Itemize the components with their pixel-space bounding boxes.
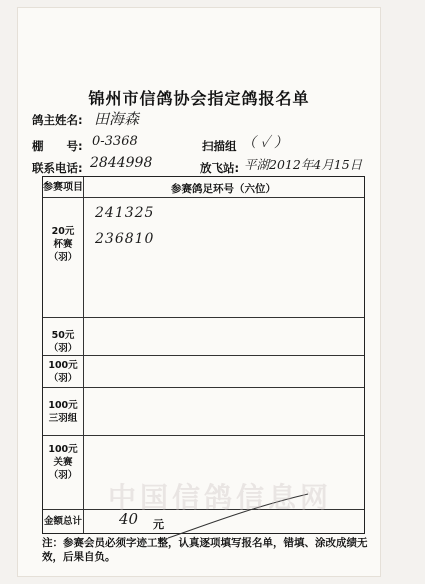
total-label: 金额总计: [43, 516, 82, 527]
ring-number: 241325: [95, 205, 155, 221]
shed-label: 棚 号:: [32, 139, 83, 153]
row-label-100: 100元 （羽）: [48, 360, 78, 384]
row-divider: [43, 435, 364, 436]
scan-group-label: 扫描组: [202, 139, 237, 153]
owner-label: 鸽主姓名:: [32, 113, 83, 127]
scan-group-value: （ ✓ ）: [242, 135, 288, 151]
row-label-20-cup: 20元 杯赛 （羽）: [48, 226, 78, 263]
phone-label: 联系电话:: [32, 161, 83, 175]
row-label-100-final: 100元 关赛 （羽）: [48, 444, 78, 481]
row-label-50: 50元 （羽）: [48, 330, 78, 354]
ring-number: 236810: [95, 231, 155, 247]
header-ring-numbers: 参赛鸽足环号（六位）: [171, 183, 276, 195]
registration-sheet: [18, 8, 380, 576]
total-unit: 元: [153, 518, 164, 531]
row-divider: [43, 197, 364, 198]
row-divider: [43, 387, 364, 388]
owner-value: 田海森: [94, 110, 140, 128]
release-station-label: 放飞站:: [200, 161, 240, 175]
phone-value: 2844998: [90, 155, 153, 171]
row-divider: [43, 355, 364, 356]
row-divider: [43, 317, 364, 318]
header-event: 参赛项目: [43, 182, 83, 193]
shed-value: 0-3368: [92, 134, 138, 149]
form-title: 锦州市信鸽协会指定鸽报名单: [88, 89, 310, 108]
row-label-100-trio: 100元 三羽组: [48, 400, 78, 424]
total-value: 40: [119, 510, 139, 528]
footer-note: 注：参赛会员必须字迹工整，认真逐项填写报名单，错填、涂改成绩无效，后果自负。: [42, 537, 368, 563]
watermark: 中国信鸽信息网: [108, 481, 333, 514]
release-station-value: 平湖2012年4月15日: [244, 157, 363, 172]
